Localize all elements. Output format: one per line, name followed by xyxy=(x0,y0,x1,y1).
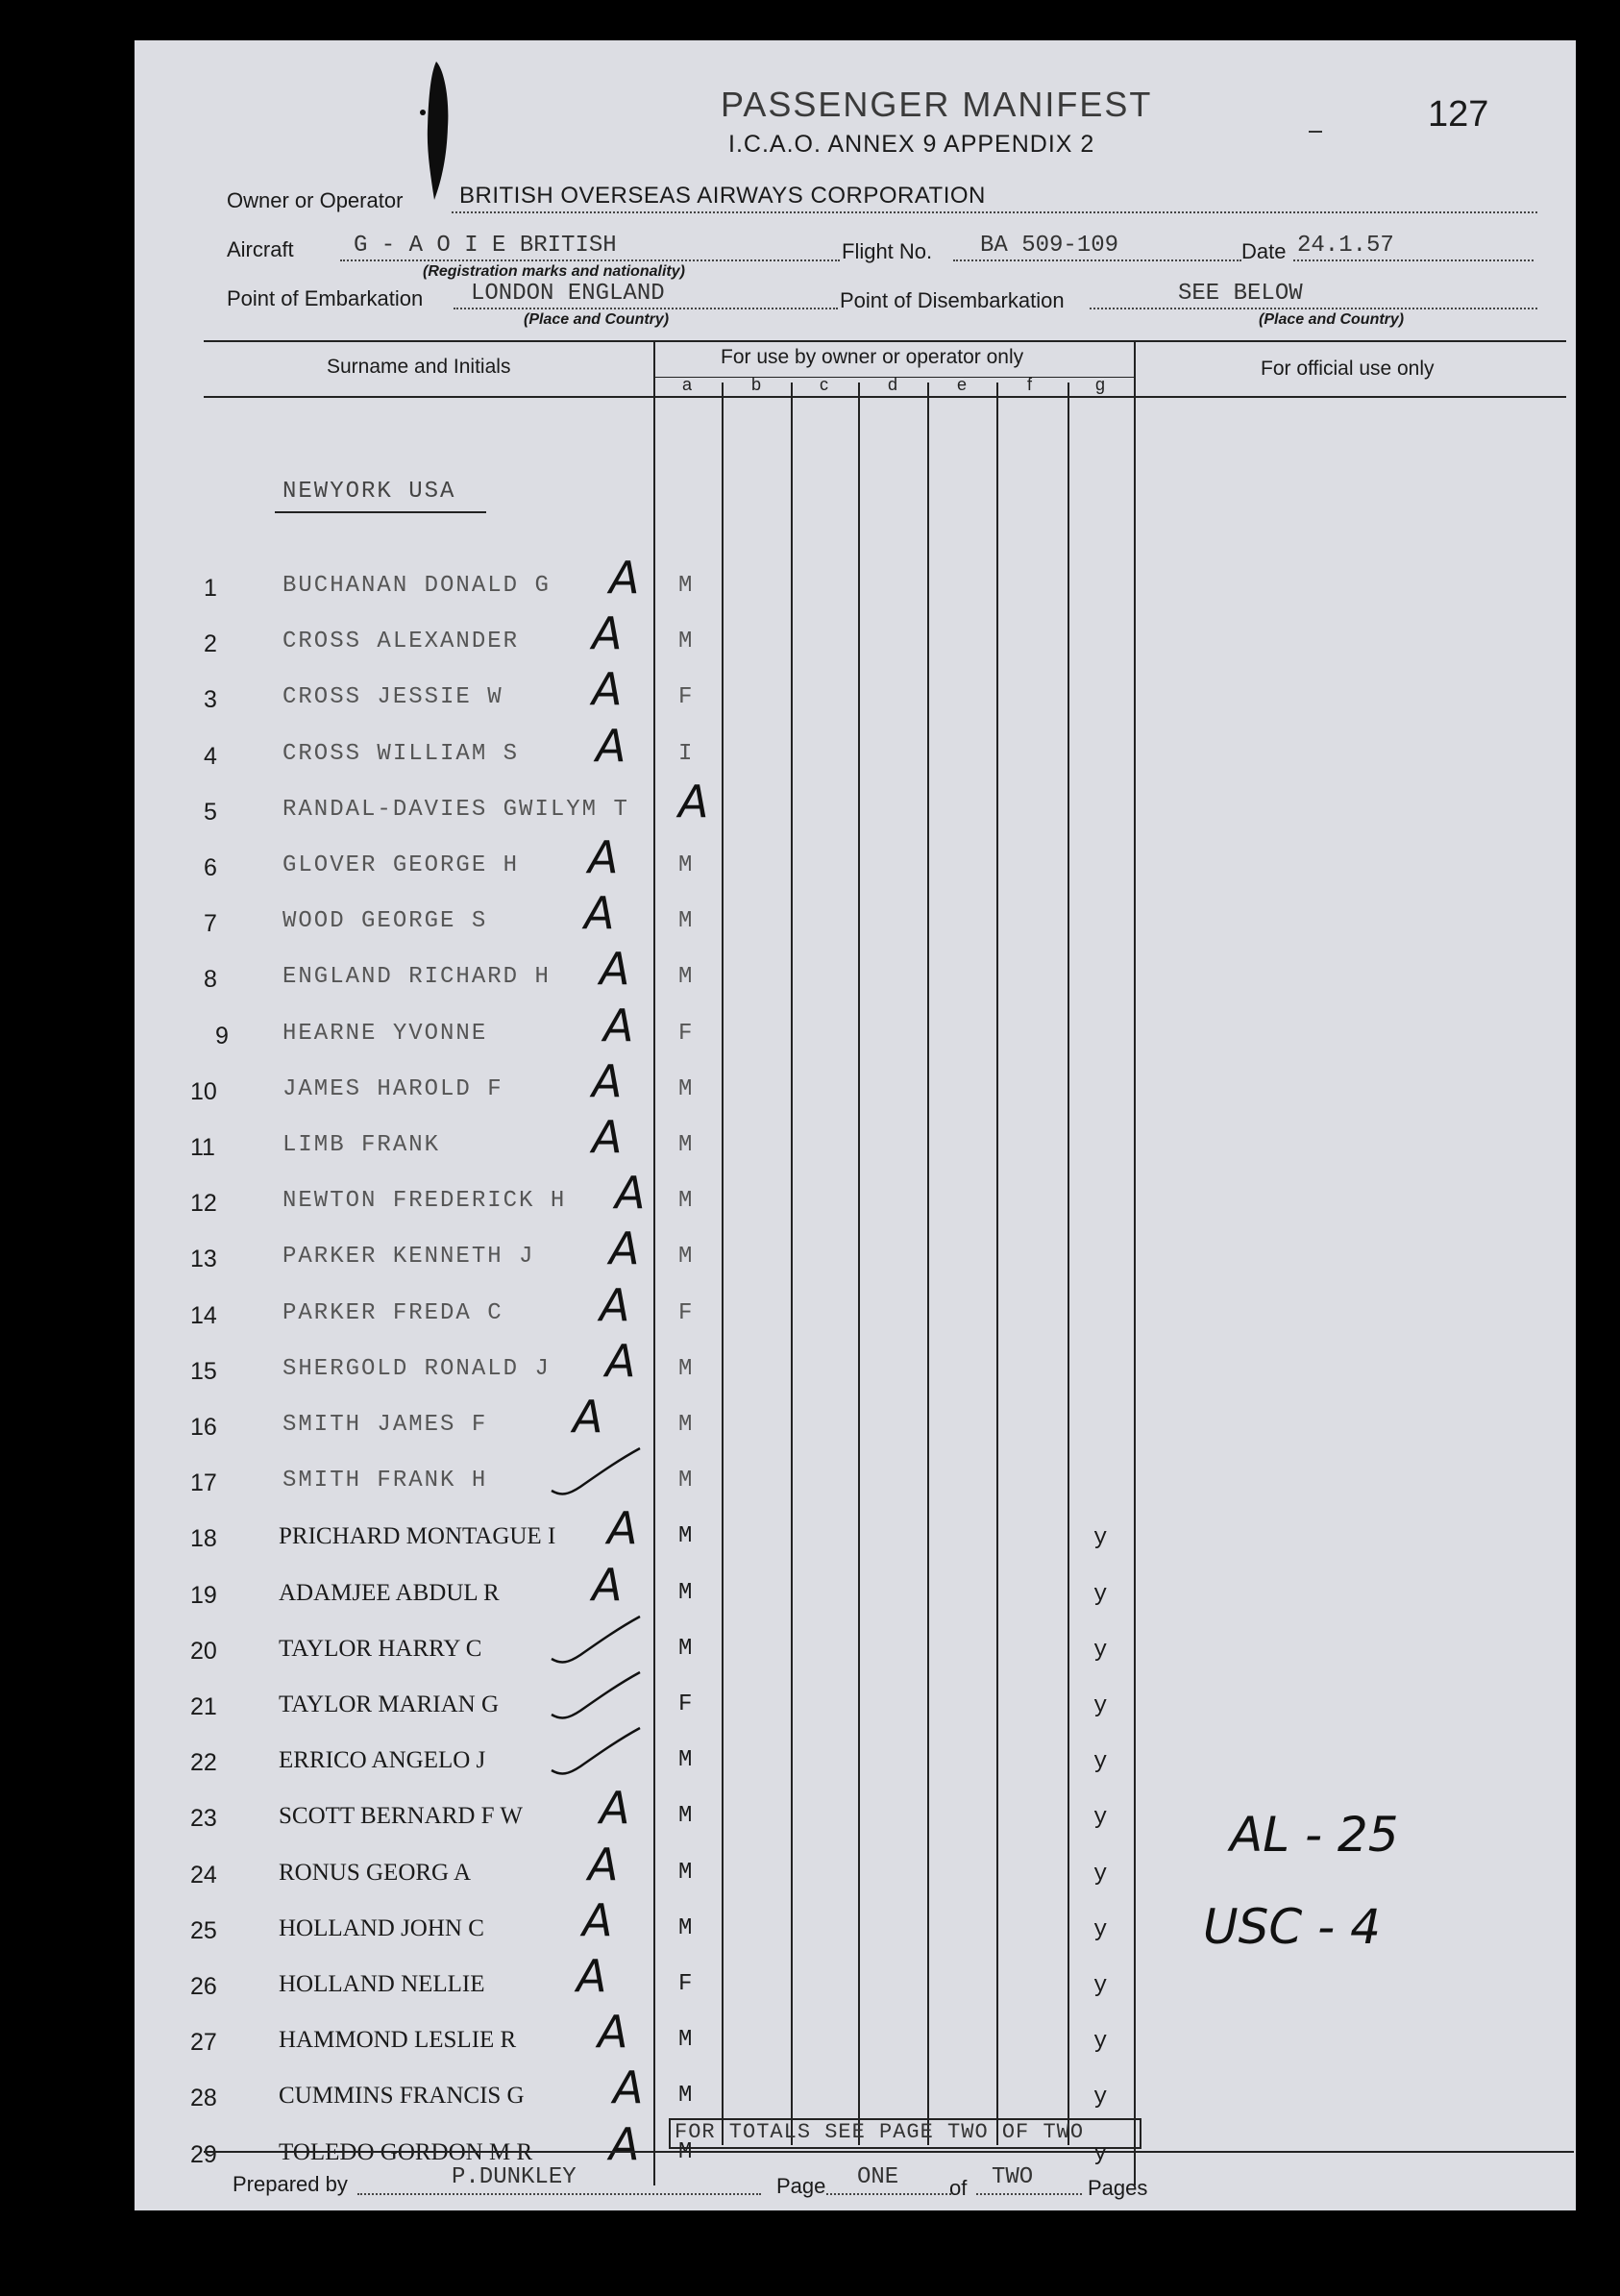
handwritten-a-mark: A xyxy=(584,887,615,939)
passenger-name: SMITH JAMES F xyxy=(282,1412,488,1438)
sex-code: M xyxy=(678,2139,693,2165)
passenger-name: RONUS GEORG A xyxy=(279,1860,472,1886)
handwritten-a-mark: A xyxy=(603,1000,634,1051)
passenger-name: CROSS WILLIAM S xyxy=(282,741,520,767)
row-number: 14 xyxy=(190,1302,217,1329)
manifest-title: PASSENGER MANIFEST xyxy=(721,85,1153,124)
column-g-value: y xyxy=(1093,2085,1108,2111)
column-g-value: y xyxy=(1093,1638,1108,1664)
destination-label: NEWYORK USA xyxy=(282,479,456,505)
handwritten-a-mark: A xyxy=(600,1782,630,1834)
of-label: of xyxy=(949,2176,968,2200)
handwritten-a-mark: A xyxy=(609,1222,640,1274)
sex-code: M xyxy=(678,908,693,934)
subcolumn-label: b xyxy=(751,375,762,394)
sex-code: F xyxy=(678,1021,693,1047)
of-line xyxy=(976,2193,1082,2195)
date-value: 24.1.57 xyxy=(1297,233,1394,259)
row-number: 10 xyxy=(190,1078,217,1105)
row-number: 23 xyxy=(190,1805,217,1832)
passenger-name: HEARNE YVONNE xyxy=(282,1021,488,1047)
passenger-name: CROSS ALEXANDER xyxy=(282,629,520,654)
handwritten-a-mark: A xyxy=(600,943,630,995)
passenger-name: CUMMINS FRANCIS G xyxy=(279,2083,525,2109)
passenger-name: TAYLOR MARIAN G xyxy=(279,1691,500,1717)
manifest-sheet xyxy=(135,40,1576,2210)
place-country-note: (Place and Country) xyxy=(524,311,670,328)
handwritten-a-mark: A xyxy=(592,1055,623,1107)
row-number: 21 xyxy=(190,1693,217,1720)
sex-code: M xyxy=(678,2083,693,2109)
check-mark-icon xyxy=(548,1444,644,1502)
row-number: 4 xyxy=(204,743,217,770)
sex-code: M xyxy=(678,1356,693,1382)
annotation-al: AL - 25 xyxy=(1230,1807,1399,1863)
sex-code: M xyxy=(678,2027,693,2053)
handwritten-a-mark: A xyxy=(615,1167,646,1219)
handwritten-a-mark: A xyxy=(592,1559,623,1611)
passenger-name: JAMES HAROLD F xyxy=(282,1076,503,1102)
row-number: 15 xyxy=(190,1358,217,1385)
sex-code: M xyxy=(678,1860,693,1886)
column-g-value: y xyxy=(1093,2029,1108,2055)
subcolumn-label: a xyxy=(682,375,693,394)
flight-value: BA 509-109 xyxy=(980,233,1119,259)
aircraft-value: G - A O I E BRITISH xyxy=(354,233,617,259)
column-g-value: y xyxy=(1093,1749,1108,1775)
row-number: 24 xyxy=(190,1862,217,1889)
passenger-name: BUCHANAN DONALD G xyxy=(282,573,551,599)
handwritten-a-mark: A xyxy=(577,1950,607,2002)
passenger-name: CROSS JESSIE W xyxy=(282,684,503,710)
row-number: 6 xyxy=(204,854,217,881)
passenger-name: GLOVER GEORGE H xyxy=(282,852,520,878)
row-number: 19 xyxy=(190,1582,217,1609)
sex-code: M xyxy=(678,1468,693,1494)
sex-code: M xyxy=(678,1188,693,1214)
passenger-name: PARKER FREDA C xyxy=(282,1300,503,1326)
disembarkation-value: SEE BELOW xyxy=(1178,281,1303,307)
handwritten-a-mark: A xyxy=(573,1391,603,1443)
column-g-value: y xyxy=(1093,1525,1108,1551)
subcolumn-label: c xyxy=(820,375,828,394)
sex-code: M xyxy=(678,1132,693,1158)
aircraft-label: Aircraft xyxy=(227,237,294,261)
date-label: Date xyxy=(1241,239,1287,263)
passenger-name: SMITH FRANK H xyxy=(282,1468,488,1494)
row-number: 3 xyxy=(204,686,217,713)
sex-code: M xyxy=(678,1412,693,1438)
passenger-name: HAMMOND LESLIE R xyxy=(279,2027,517,2053)
row-number: 22 xyxy=(190,1749,217,1776)
sex-code: M xyxy=(678,1915,693,1941)
sex-code: F xyxy=(678,1971,693,1997)
check-mark-icon xyxy=(548,1613,644,1670)
handwritten-a-mark: A xyxy=(596,720,626,772)
annotation-usc: USC - 4 xyxy=(1203,1899,1381,1955)
embarkation-value: LONDON ENGLAND xyxy=(471,281,665,307)
row-number: 20 xyxy=(190,1638,217,1665)
sex-code: M xyxy=(678,852,693,878)
passenger-name: TAYLOR HARRY C xyxy=(279,1636,482,1662)
passenger-name: HOLLAND NELLIE xyxy=(279,1971,485,1997)
pages-label: Pages xyxy=(1088,2176,1148,2200)
column-g-value: y xyxy=(1093,1917,1108,1943)
sex-code: M xyxy=(678,1580,693,1606)
subcolumn-label: f xyxy=(1027,375,1033,394)
registration-note: (Registration marks and nationality) xyxy=(423,263,685,280)
sex-code: M xyxy=(678,964,693,990)
passenger-name: LIMB FRANK xyxy=(282,1132,441,1158)
row-number: 2 xyxy=(204,630,217,657)
totals-note: FOR TOTALS SEE PAGE TWO OF TWO xyxy=(675,2120,1085,2144)
sex-code: I xyxy=(678,741,693,767)
col-header-names: Surname and Initials xyxy=(327,356,511,378)
handwritten-a-mark: A xyxy=(592,663,623,715)
disembarkation-label: Point of Disembarkation xyxy=(840,288,1065,312)
col-header-official: For official use only xyxy=(1261,358,1435,380)
passenger-name: ERRICO ANGELO J xyxy=(279,1747,486,1773)
column-g-value: y xyxy=(1093,1862,1108,1888)
column-g-value: y xyxy=(1093,1973,1108,1999)
sex-code: M xyxy=(678,573,693,599)
handwritten-a-mark: A xyxy=(588,831,619,883)
passenger-name: ADAMJEE ABDUL R xyxy=(279,1580,500,1606)
column-g-value: y xyxy=(1093,1805,1108,1831)
row-number: 26 xyxy=(190,1973,217,2000)
destination-underline xyxy=(275,511,486,513)
sex-code: M xyxy=(678,1747,693,1773)
page-value: ONE xyxy=(857,2164,899,2190)
passenger-name: ENGLAND RICHARD H xyxy=(282,964,551,990)
passenger-name: NEWTON FREDERICK H xyxy=(282,1188,567,1214)
check-mark-icon xyxy=(548,1668,644,1726)
handwritten-a-mark: A xyxy=(609,2118,640,2170)
passenger-name: PRICHARD MONTAGUE I xyxy=(279,1523,556,1549)
row-number: 16 xyxy=(190,1414,217,1441)
passenger-name: PARKER KENNETH J xyxy=(282,1244,535,1270)
row-number: 28 xyxy=(190,2085,217,2111)
check-mark-icon xyxy=(548,1724,644,1782)
sex-code: M xyxy=(678,629,693,654)
handwritten-a-mark: A xyxy=(609,552,640,604)
row-number: 11 xyxy=(190,1134,215,1161)
handwritten-a-mark: A xyxy=(613,2061,644,2113)
row-number: 8 xyxy=(204,966,217,993)
page-label: Page xyxy=(776,2174,826,2198)
column-g-value: y xyxy=(1093,2141,1108,2167)
sex-code: M xyxy=(678,1076,693,1102)
passenger-name: SCOTT BERNARD F W xyxy=(279,1803,523,1829)
passenger-name: HOLLAND JOHN C xyxy=(279,1915,484,1941)
sex-code: F xyxy=(678,1691,693,1717)
passenger-name: TOLEDO GORDON M R xyxy=(279,2139,533,2165)
row-number: 17 xyxy=(190,1469,217,1496)
row-number: 29 xyxy=(190,2141,217,2168)
row-number: 27 xyxy=(190,2029,217,2056)
embarkation-label: Point of Embarkation xyxy=(227,286,424,310)
handwritten-a-mark: A xyxy=(607,1502,638,1554)
column-g-value: y xyxy=(1093,1693,1108,1719)
handwritten-a-mark: A xyxy=(600,1279,630,1331)
handwritten-a-mark: A xyxy=(588,1839,619,1890)
sex-code: M xyxy=(678,1803,693,1829)
col-header-owner: For use by owner or operator only xyxy=(721,346,1024,368)
sex-code: M xyxy=(678,1523,693,1549)
flight-label: Flight No. xyxy=(842,239,933,263)
handwritten-a-mark: A xyxy=(592,607,623,659)
prepared-line xyxy=(357,2193,761,2195)
page-number: 127 xyxy=(1428,94,1489,135)
page-line xyxy=(826,2193,951,2195)
manifest-subtitle: I.C.A.O. ANNEX 9 APPENDIX 2 xyxy=(728,131,1095,158)
sex-code: F xyxy=(678,684,693,710)
row-number: 13 xyxy=(190,1246,217,1272)
row-number: 1 xyxy=(204,575,217,602)
owner-label: Owner or Operator xyxy=(227,188,404,212)
row-number: 5 xyxy=(204,799,217,826)
row-number: 18 xyxy=(190,1525,217,1552)
subcolumn-label: g xyxy=(1095,375,1106,394)
handwritten-a-mark: A xyxy=(678,776,709,827)
passenger-name: SHERGOLD RONALD J xyxy=(282,1356,551,1382)
place-country-note-2: (Place and Country) xyxy=(1259,311,1405,328)
subcolumn-label: d xyxy=(888,375,898,394)
of-value: TWO xyxy=(992,2164,1034,2190)
subcolumn-label: e xyxy=(957,375,968,394)
handwritten-a-mark: A xyxy=(605,1335,636,1387)
passenger-name: WOOD GEORGE S xyxy=(282,908,488,934)
passenger-name: RANDAL-DAVIES GWILYM T xyxy=(282,797,629,823)
handwritten-a-mark: A xyxy=(598,2006,628,2058)
sex-code: F xyxy=(678,1300,693,1326)
handwritten-a-mark: A xyxy=(592,1111,623,1163)
column-g-value: y xyxy=(1093,1582,1108,1608)
prepared-label: Prepared by xyxy=(233,2172,348,2196)
owner-value: BRITISH OVERSEAS AIRWAYS CORPORATION xyxy=(459,183,986,209)
sex-code: M xyxy=(678,1636,693,1662)
row-number: 25 xyxy=(190,1917,217,1944)
row-number: 7 xyxy=(204,910,217,937)
row-number: 9 xyxy=(215,1023,229,1049)
handwritten-a-mark: A xyxy=(582,1894,613,1946)
row-number: 12 xyxy=(190,1190,217,1217)
sex-code: M xyxy=(678,1244,693,1270)
footer-rule xyxy=(204,2151,1574,2153)
prepared-value: P.DUNKLEY xyxy=(452,2164,577,2190)
